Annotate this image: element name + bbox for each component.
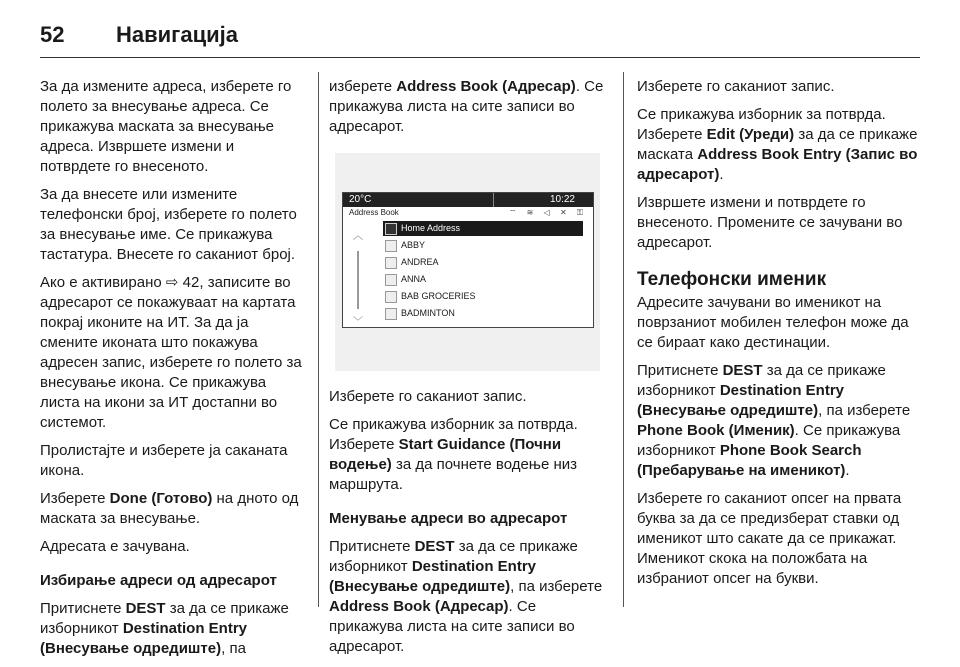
done-label: Done (Готово) <box>109 490 213 507</box>
paragraph: Адресата е зачувана. <box>40 538 190 555</box>
screen-title-bar <box>343 207 593 219</box>
header-rule <box>40 57 920 58</box>
paragraph <box>40 273 306 433</box>
text: . Се прикажува листа на сите записи во адресарот. <box>329 598 575 655</box>
text: Ако е активирано <box>40 274 162 291</box>
screenshot-figure <box>335 153 600 371</box>
text: , па изберете <box>510 578 603 595</box>
page-title: Навигација <box>116 22 238 47</box>
edit-label: Edit (Уреди) <box>706 126 795 143</box>
text: Притиснете <box>329 538 415 555</box>
paragraph: Изберете го саканиот запис. <box>329 388 527 405</box>
list-item[interactable] <box>383 238 583 253</box>
text: . Се прикажува листа на сите записи во адресарот. <box>329 78 604 135</box>
column-3 <box>637 77 919 597</box>
list-item[interactable] <box>383 306 583 321</box>
paragraph: За да внесете или измените телефонски број, изберете го полето за внесување име. Се прикажува тастатура. Внесете го саканиот број. <box>40 186 297 263</box>
paragraph: Пролистајте и изберете ја саканата икона. <box>40 442 288 479</box>
text: . <box>719 166 724 183</box>
text: . Се прикажува изборникот <box>637 422 901 459</box>
text: , па <box>221 640 246 657</box>
text: , записите во адресарот се покажуваат на картата покрај иконите на ИТ. За да ја смените иконата што покажува адресен запис, изберете го полето за внесување икона. Се прикажува листа на икони за ИТ достапни во системот. <box>40 274 302 431</box>
text: за да се прикаже изборникот <box>40 600 289 637</box>
shop-icon <box>385 291 397 303</box>
paragraph <box>40 599 306 659</box>
address-list <box>383 221 583 323</box>
dest-label: DEST <box>414 538 455 555</box>
subheading: Избирање адреси од адресарот <box>40 572 277 589</box>
list-item[interactable] <box>383 272 583 287</box>
page-number: 52 <box>40 22 65 47</box>
scroll-track[interactable] <box>357 251 359 309</box>
home-icon <box>385 223 397 235</box>
text: Притиснете <box>40 600 126 617</box>
contact-icon <box>385 308 397 320</box>
phone-book-label: Phone Book (Именик) <box>637 422 795 439</box>
page-ref: 42 <box>182 274 200 291</box>
list-item-label: ABBY <box>401 240 426 250</box>
phone-book-search-label: Phone Book Search (Пребарување на именикот) <box>637 442 862 479</box>
status-bar <box>343 193 593 207</box>
page-ref-icon: ⇨ <box>165 274 179 291</box>
text: Изберете <box>40 490 110 507</box>
contact-icon <box>385 257 397 269</box>
paragraph <box>329 77 609 137</box>
text: на дното од маската за внесување. <box>40 490 299 527</box>
page-header <box>40 22 238 48</box>
contact-icon <box>385 274 397 286</box>
temperature: 20°C <box>349 194 372 205</box>
scroll-down-icon[interactable]: ﹀ <box>353 317 363 328</box>
text: . <box>845 462 850 479</box>
list-item-label: BADMINTON <box>401 308 455 318</box>
scrollbar[interactable] <box>353 227 363 328</box>
list-item[interactable] <box>383 221 583 236</box>
destination-entry-label: Destination Entry (Внесување одредиште) <box>40 620 247 657</box>
paragraph: Адресите зачувани во именикот на поврзаниот мобилен телефон може да се бираат како дестинации. <box>637 294 909 351</box>
paragraph <box>329 537 609 657</box>
list-item-label: ANDREA <box>401 257 439 267</box>
paragraph <box>40 489 306 529</box>
list-item-label: BAB GROCERIES <box>401 291 476 301</box>
text: Се прикажува изборник за потврда. Изберете <box>329 416 578 453</box>
paragraph: За да измените адреса, изберете го полето за внесување адреса. Се прикажува маската за внесување адреса. Извршете измени и потврдете го внесеното. <box>40 78 292 175</box>
destination-entry-label: Destination Entry (Внесување одредиште) <box>329 558 536 595</box>
address-book-label: Address Book (Адресар) <box>329 598 509 615</box>
dest-label: DEST <box>125 600 166 617</box>
infotainment-screen <box>342 192 594 328</box>
section-heading: Телефонски именик <box>637 269 827 290</box>
text: , па изберете <box>818 402 911 419</box>
contact-icon <box>385 240 397 252</box>
status-icons: ⌔ ≋ ◁ ✕ ⚿ <box>508 208 587 217</box>
list-item-label: ANNA <box>401 274 427 284</box>
column-1 <box>40 77 306 667</box>
subheading: Менување адреси во адресарот <box>329 510 568 527</box>
column-divider-1 <box>318 72 319 607</box>
text: за да се прикаже изборникот <box>329 538 578 575</box>
dest-label: DEST <box>722 362 763 379</box>
paragraph <box>329 415 609 495</box>
screen-title: Address Book <box>349 208 399 217</box>
address-book-label: Address Book (Адресар) <box>396 78 576 95</box>
address-book-entry-label: Address Book Entry (Запис во адресарот) <box>637 146 918 183</box>
list-item-label: Home Address <box>401 223 461 233</box>
text: за да се прикаже изборникот <box>637 362 886 399</box>
scroll-up-icon[interactable]: ︿ <box>353 231 363 242</box>
paragraph: Извршете измени и потврдете го внесеното. Промените се зачувани во адресарот. <box>637 194 903 251</box>
clock: 10:22 <box>549 194 575 205</box>
paragraph: Изберете го саканиот запис. <box>637 78 835 95</box>
text: за да почнете водење низ маршрута. <box>329 456 578 493</box>
text: за да се прикаже маската <box>637 126 918 163</box>
start-guidance-label: Start Guidance (Почни водење) <box>329 436 562 473</box>
paragraph <box>637 105 919 185</box>
column-divider-2 <box>623 72 624 607</box>
paragraph: Изберете го саканиот опсег на првата буква за да се предизберат ставки од именикот што сакате да се прикажат. Именикот скока на положбата на избраниот опсег на букви. <box>637 490 902 587</box>
paragraph <box>637 361 919 481</box>
column-2 <box>329 77 609 665</box>
list-item[interactable] <box>383 289 583 304</box>
text: Се прикажува изборник за потврда. Изберете <box>637 106 886 143</box>
status-divider <box>493 193 494 207</box>
destination-entry-label: Destination Entry (Внесување одредиште) <box>637 382 844 419</box>
text: изберете <box>329 78 397 95</box>
list-item[interactable] <box>383 255 583 270</box>
text: Притиснете <box>637 362 723 379</box>
